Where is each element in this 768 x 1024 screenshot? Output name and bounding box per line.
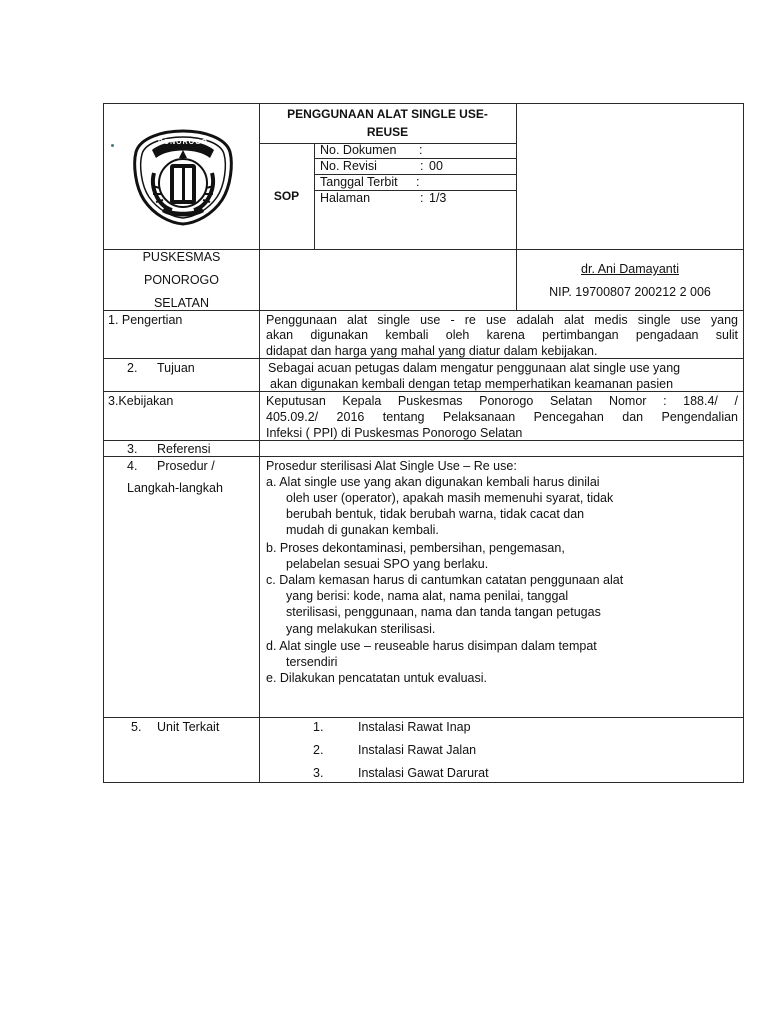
institution-line3: SELATAN bbox=[153, 296, 210, 310]
document-title-line2: REUSE bbox=[366, 125, 409, 139]
field-sep-no-dokumen: : bbox=[419, 143, 423, 157]
col-divider-right bbox=[516, 103, 517, 310]
prosedur-line: pelabelan sesuai SPO yang berlaku. bbox=[286, 557, 489, 571]
label-unit-num: 5. bbox=[131, 720, 142, 734]
prosedur-line: e. Dilakukan pencatatan untuk evaluasi. bbox=[266, 671, 487, 685]
label-kebijakan: 3.Kebijakan bbox=[108, 394, 174, 408]
tujuan-line: akan digunakan kembali dengan tetap memperhatikan keamanan pasien bbox=[270, 377, 674, 391]
prosedur-line: yang melakukan sterilisasi. bbox=[286, 622, 436, 636]
border-top bbox=[103, 103, 744, 104]
prosedur-line: oleh user (operator), apakah masih memenuhi syarat, tidak bbox=[286, 491, 614, 505]
label-pengertian: 1. Pengertian bbox=[108, 313, 183, 327]
kebijakan-line: Keputusan Kepala Puskesmas Ponorogo Selatan Nomor : 188.4/ / bbox=[266, 394, 738, 408]
unit-item-num: 3. bbox=[313, 766, 324, 780]
prosedur-line: a. Alat single use yang akan digunakan kembali harus dinilai bbox=[266, 475, 600, 489]
label-prosedur-num: 4. bbox=[127, 459, 138, 473]
ponorogo-logo bbox=[132, 128, 234, 226]
field-label-tanggal-terbit: Tanggal Terbit bbox=[320, 175, 398, 189]
institution-line1: PUSKESMAS bbox=[142, 250, 221, 264]
field-sep-halaman: : bbox=[420, 191, 424, 205]
document-title-line1: PENGGUNAAN ALAT SINGLE USE- bbox=[287, 107, 488, 121]
unit-item-text: Instalasi Rawat Jalan bbox=[358, 743, 477, 757]
field-label-halaman: Halaman bbox=[320, 191, 371, 205]
border-left bbox=[103, 103, 104, 783]
sop-label: SOP bbox=[273, 189, 300, 203]
teal-dot bbox=[111, 144, 114, 147]
field-sep-no-revisi: : bbox=[420, 159, 424, 173]
prosedur-line: d. Alat single use – reuseable harus disimpan dalam tempat bbox=[266, 639, 597, 653]
row-sep-prosedur bbox=[103, 717, 744, 718]
label-referensi-num: 3. bbox=[127, 442, 138, 456]
pengertian-line: Penggunaan alat single use - re use adalah alat medis single use yang bbox=[266, 313, 738, 327]
kebijakan-line: 405.09.2/ 2016 tentang Pelaksanaan Pencegahan dan Pengendalian bbox=[266, 410, 738, 424]
label-tujuan-num: 2. bbox=[127, 361, 138, 375]
signatory-name: dr. Ani Damayanti bbox=[581, 262, 679, 276]
prosedur-line: b. Proses dekontaminasi, pembersihan, pengemasan, bbox=[266, 541, 565, 555]
field-value-halaman: 1/3 bbox=[429, 191, 447, 205]
unit-item-text: Instalasi Rawat Inap bbox=[358, 720, 471, 734]
prosedur-line: berubah bentuk, tidak berubah warna, tidak cacat dan bbox=[286, 507, 585, 521]
label-tujuan: Tujuan bbox=[157, 361, 195, 375]
prosedur-line: mudah di gunakan kembali. bbox=[286, 523, 439, 537]
unit-item-num: 1. bbox=[313, 720, 324, 734]
unit-item-num: 2. bbox=[313, 743, 324, 757]
label-prosedur: Prosedur / bbox=[157, 459, 215, 473]
logo-label: PONOROGO bbox=[157, 139, 208, 146]
prosedur-line: yang berisi: kode, nama alat, nama penilai, tanggal bbox=[286, 589, 569, 603]
field-sep-tanggal-terbit: : bbox=[416, 175, 420, 189]
kebijakan-line: Infeksi ( PPI) di Puskesmas Ponorogo Selatan bbox=[266, 426, 523, 440]
signatory-nip: NIP. 19700807 200212 2 006 bbox=[549, 285, 711, 299]
prosedur-line: tersendiri bbox=[286, 655, 338, 669]
prosedur-line: c. Dalam kemasan harus di cantumkan catatan penggunaan alat bbox=[266, 573, 624, 587]
field-value-no-revisi: 00 bbox=[429, 159, 443, 173]
pengertian-line: akan digunakan kembali oleh karena pertimbangan pengadaan sulit bbox=[266, 328, 738, 342]
label-referensi: Referensi bbox=[157, 442, 211, 456]
border-bottom bbox=[103, 782, 744, 783]
prosedur-line: sterilisasi, penggunaan, nama dan tanda tangan petugas bbox=[286, 605, 601, 619]
institution-line2: PONOROGO bbox=[143, 273, 219, 287]
col-divider-main bbox=[259, 103, 260, 783]
field-label-no-dokumen: No. Dokumen bbox=[320, 143, 397, 157]
label-unit: Unit Terkait bbox=[157, 720, 220, 734]
tujuan-line: Sebagai acuan petugas dalam mengatur penggunaan alat single use yang bbox=[268, 361, 681, 375]
field-label-no-revisi: No. Revisi bbox=[320, 159, 377, 173]
unit-item-text: Instalasi Gawat Darurat bbox=[358, 766, 489, 780]
prosedur-line: Prosedur sterilisasi Alat Single Use – Re use: bbox=[266, 459, 517, 473]
pengertian-line: didapat dan harga yang mahal yang diatur dalam kebijakan. bbox=[266, 344, 598, 358]
border-right bbox=[743, 103, 744, 783]
label-prosedur-2: Langkah-langkah bbox=[127, 481, 223, 495]
